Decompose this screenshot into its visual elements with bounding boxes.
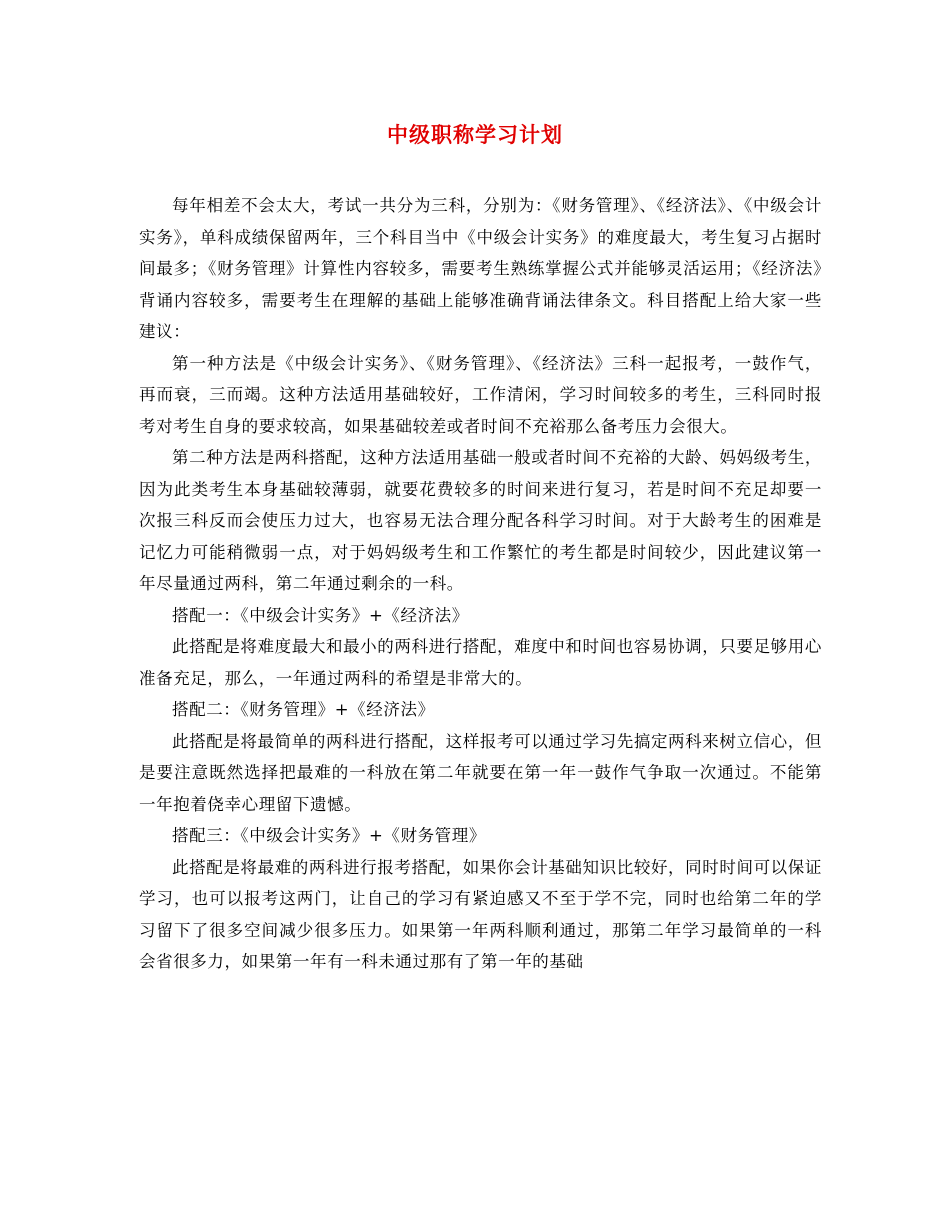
paragraph-intro: 每年相差不会太大，考试一共分为三科，分别为：《财务管理》、《经济法》、《中级会计实务》，单科成绩保留两年，三个科目当中《中级会计实务》的难度最大，考生复习占据时间最多；《财务管理》计算性内容较多，需要考生熟练掌握公式并能够灵活运用；《经济法》背诵内容较多，需要考生在理解的基础上能够准确背诵法律条文。科目搭配上给大家一些建议： (139, 196, 822, 341)
paragraph-method-one: 第一种方法是《中级会计实务》、《财务管理》、《经济法》三科一起报考，一鼓作气，再而衰，三而竭。这种方法适用基础较好，工作清闲，学习时间较多的考生，三科同时报考对考生自身的要求较高，如果基础较差或者时间不充裕那么备考压力会很大。 (139, 353, 822, 436)
combination-three-text: 此搭配是将最难的两科进行报考搭配，如果你会计基础知识比较好，同时时间可以保证学习，也可以报考这两门，让自己的学习有紧迫感又不至于学不完，同时也给第二年的学习留下了很多空间减少很多压力。如果第一年两科顺利通过，那第二年学习最简单的一科会省很多力，如果第一年有一科未通过那有了第一年的基础 (139, 857, 822, 971)
combination-two-text: 此搭配是将最简单的两科进行搭配，这样报考可以通过学习先搞定两科来树立信心，但是要注意既然选择把最难的一科放在第二年就要在第一年一鼓作气争取一次通过。不能第一年抱着侥幸心理留下遗憾。 (139, 731, 822, 814)
combination-two-heading: 搭配二：《财务管理》+《经济法》 (172, 700, 435, 719)
combination-three-heading: 搭配三：《中级会计实务》+《财务管理》 (172, 826, 486, 845)
combination-one-text: 此搭配是将难度最大和最小的两科进行搭配，难度中和时间也容易协调，只要足够用心准备充足，那么，一年通过两科的希望是非常大的。 (139, 637, 822, 688)
document-title: 中级职称学习计划 (387, 122, 563, 147)
paragraph-method-two: 第二种方法是两科搭配，这种方法适用基础一般或者时间不充裕的大龄、妈妈级考生，因为此类考生本身基础较薄弱，就要花费较多的时间来进行复习，若是时间不充足却要一次报三科反而会使压力过大，也容易无法合理分配各科学习时间。对于大龄考生的困难是记忆力可能稍微弱一点，对于妈妈级考生和工作繁忙的考生都是时间较少，因此建议第一年尽量通过两科，第二年通过剩余的一科。 (139, 448, 822, 593)
combination-one-heading: 搭配一：《中级会计实务》+《经济法》 (172, 605, 469, 625)
document-body (139, 190, 822, 978)
